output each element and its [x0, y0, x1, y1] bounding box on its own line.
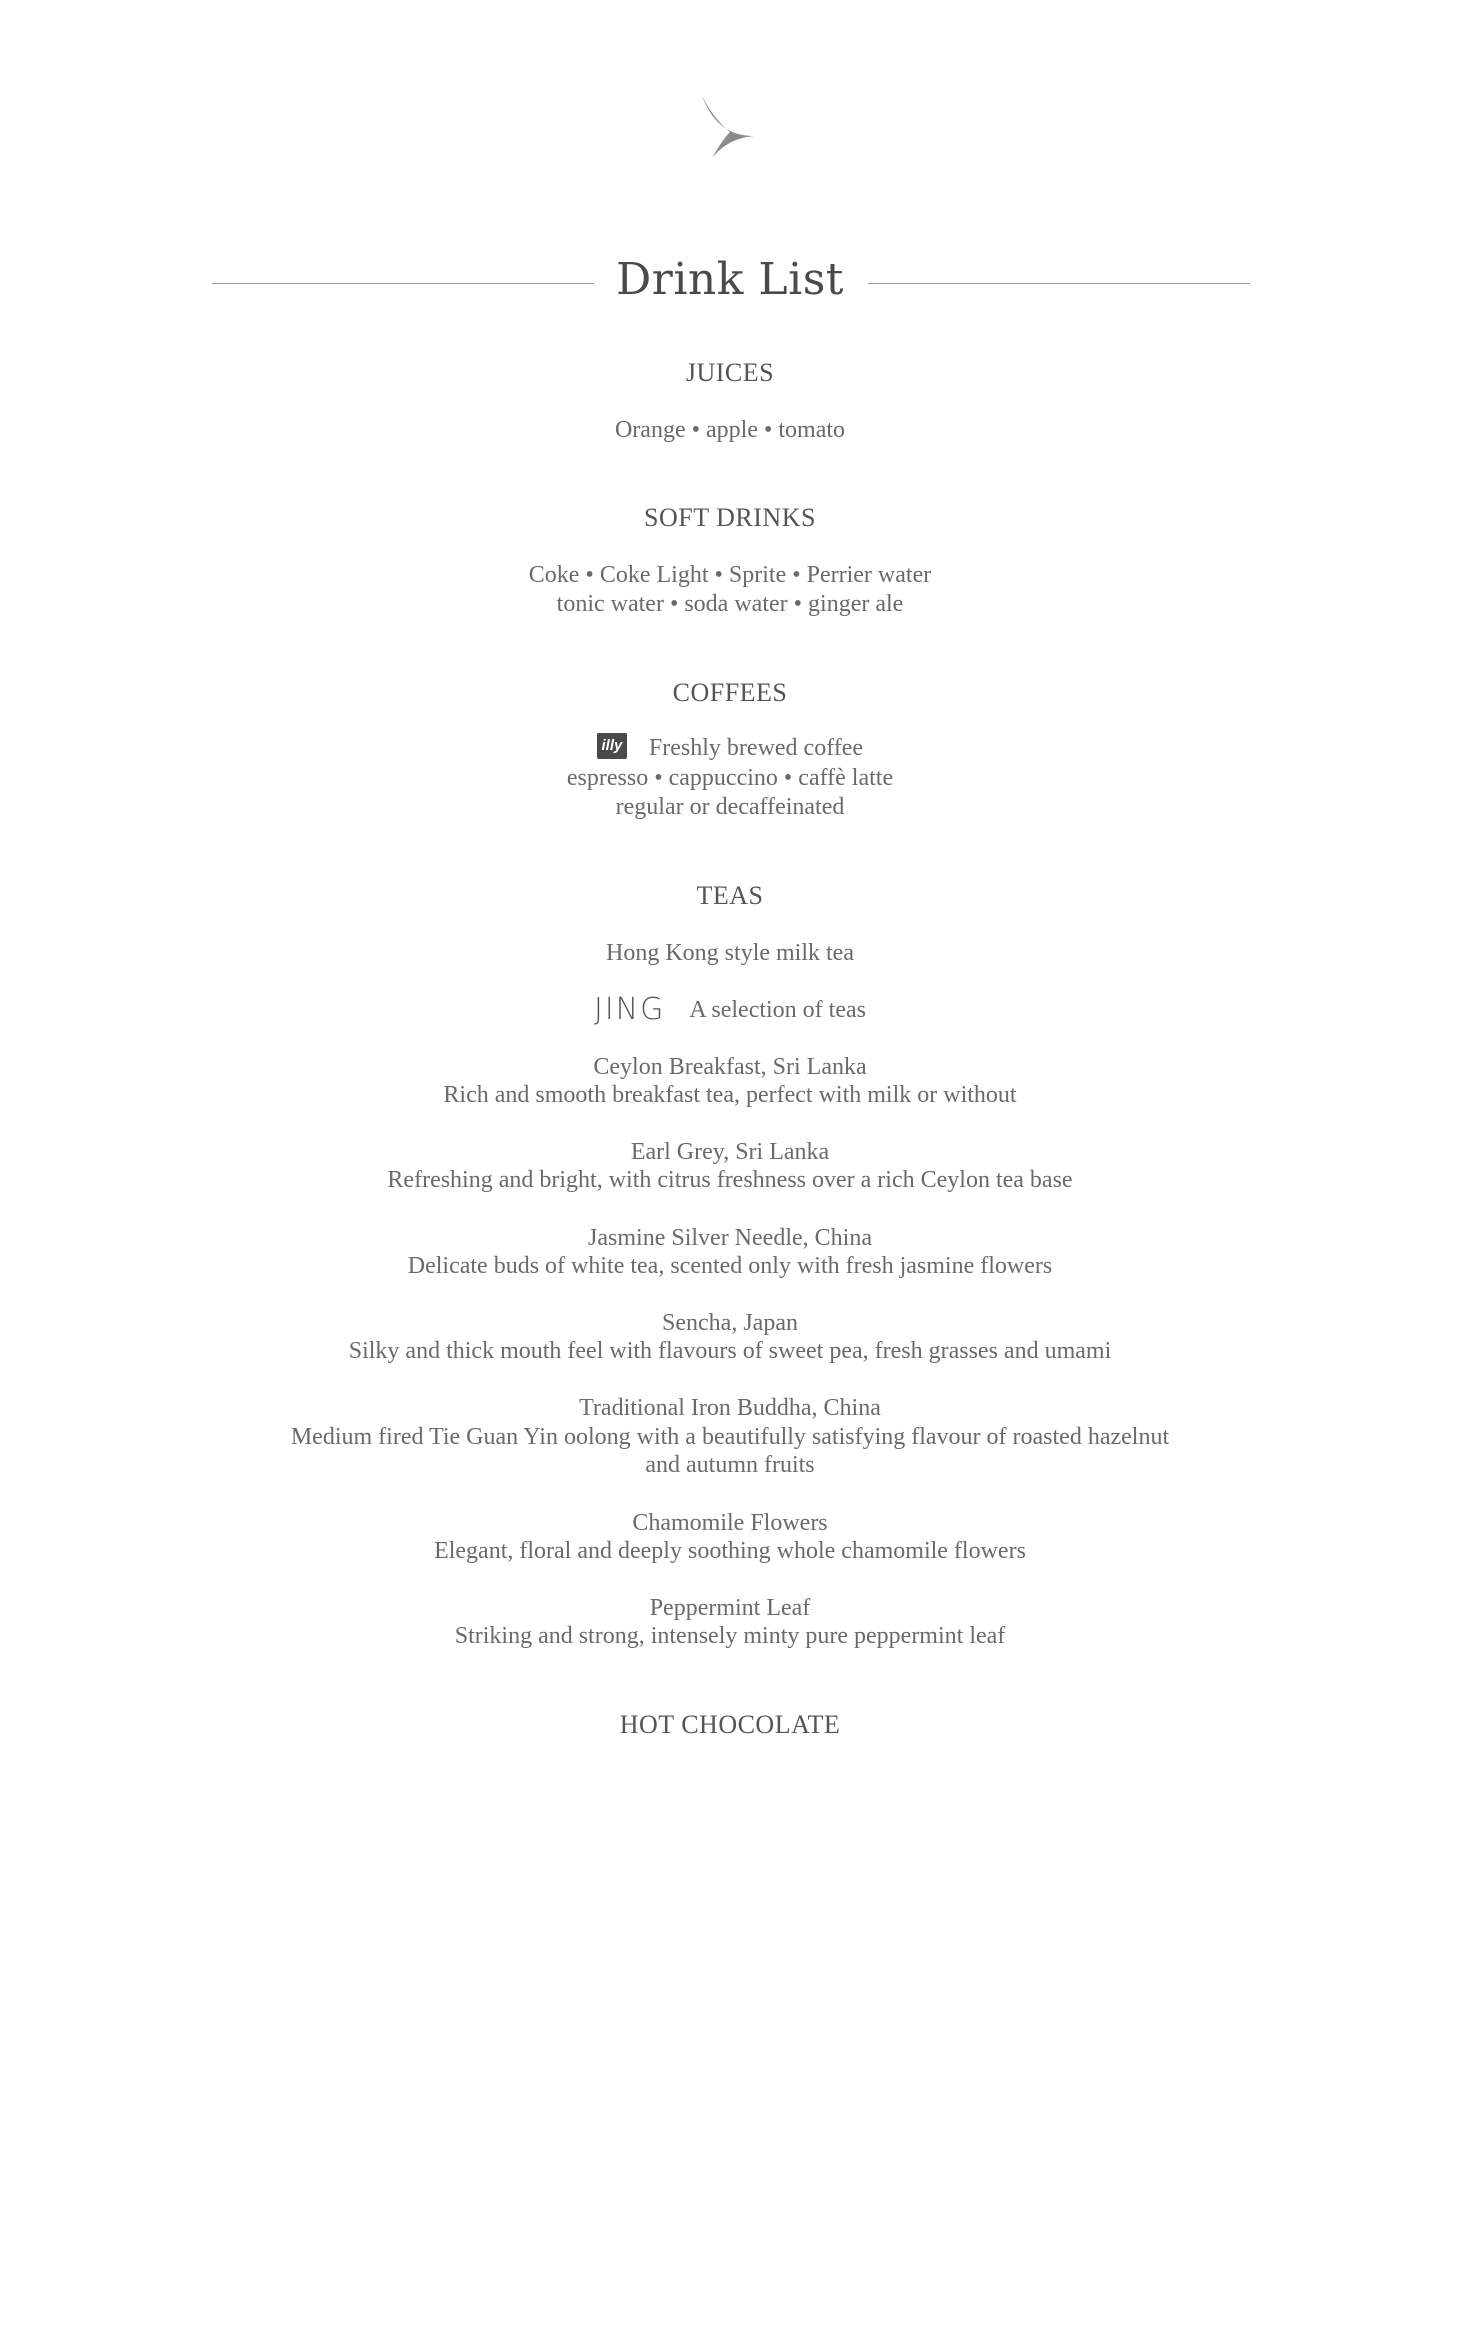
title-row: [0, 250, 1460, 310]
tea-item-desc: Refreshing and bright, with citrus freshness over a rich Ceylon tea base: [387, 1167, 1073, 1193]
soft-drinks-heading: SOFT DRINKS: [644, 503, 816, 532]
tea-item-desc: Medium fired Tie Guan Yin oolong with a beautifully satisfying flavour of roasted hazelnut: [290, 1424, 1170, 1450]
tea-item-name: Chamomile Flowers: [632, 1510, 828, 1536]
tea-item-name: Jasmine Silver Needle, China: [588, 1225, 872, 1251]
tea-item-desc: Elegant, floral and deeply soothing whole chamomile flowers: [434, 1538, 1026, 1564]
illy-logo-icon: illy: [597, 733, 627, 759]
soft-drinks-line1: Coke • Coke Light • Sprite • Perrier water: [528, 562, 932, 588]
tea-item-desc: Striking and strong, intensely minty pure peppermint leaf: [454, 1623, 1006, 1649]
page-title: Drink List: [616, 254, 844, 305]
tea-item-name: Peppermint Leaf: [649, 1595, 811, 1621]
jing-logo: JING: [593, 992, 666, 1027]
tea-item-desc: Delicate buds of white tea, scented only with fresh jasmine flowers: [407, 1253, 1053, 1279]
coffees-line3: regular or decaffeinated: [615, 794, 845, 820]
juices-items: Orange • apple • tomato: [614, 417, 846, 443]
coffee-brand-line: [0, 735, 1460, 762]
tea-item-desc: Silky and thick mouth feel with flavours of sweet pea, fresh grasses and umami: [348, 1338, 1112, 1364]
tea-item-desc-continued: and autumn fruits: [645, 1452, 815, 1478]
soft-drinks-line2: tonic water • soda water • ginger ale: [556, 591, 904, 617]
teas-selection: A selection of teas: [689, 997, 866, 1024]
teas-heading: TEAS: [696, 881, 764, 910]
coffees-line2: espresso • cappuccino • caffè latte: [566, 765, 894, 791]
teas-milk-tea: Hong Kong style milk tea: [606, 940, 854, 966]
airline-logo-icon: [700, 92, 760, 162]
tea-item-name: Traditional Iron Buddha, China: [579, 1395, 881, 1421]
jing-brand-line: [0, 994, 1460, 1029]
coffees-line1: Freshly brewed coffee: [648, 735, 864, 761]
hot-chocolate-heading: HOT CHOCOLATE: [619, 1710, 841, 1739]
coffees-heading: COFFEES: [672, 678, 788, 707]
tea-item-name: Ceylon Breakfast, Sri Lanka: [593, 1054, 867, 1080]
tea-item-desc: Rich and smooth breakfast tea, perfect with milk or without: [443, 1082, 1017, 1108]
tea-item-name: Earl Grey, Sri Lanka: [630, 1139, 830, 1165]
title-rule-right: [868, 283, 1250, 284]
juices-heading: JUICES: [685, 358, 775, 387]
tea-item-name: Sencha, Japan: [662, 1310, 798, 1336]
